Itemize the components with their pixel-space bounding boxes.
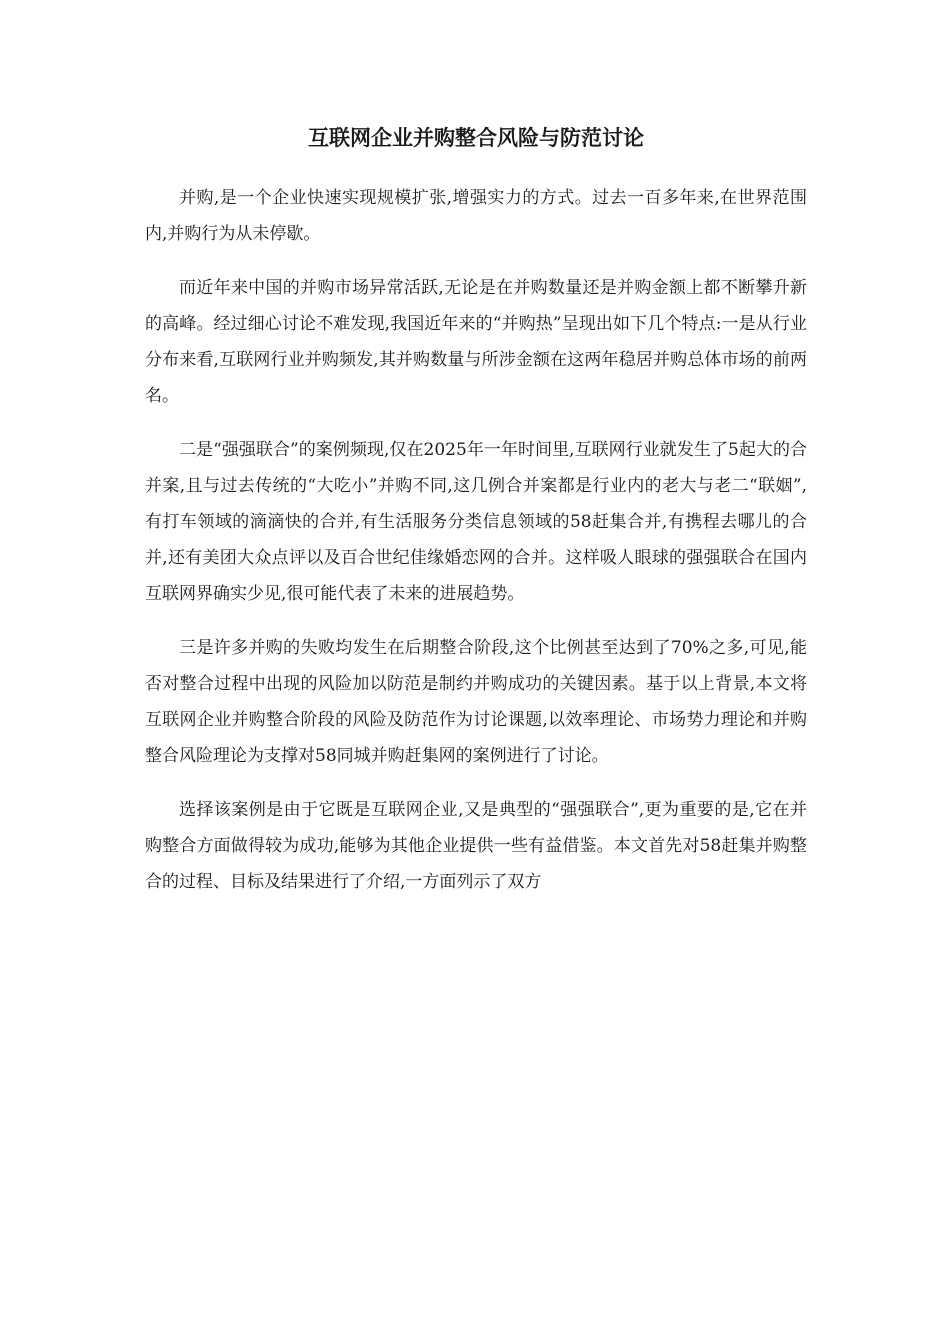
document-page [145, 120, 807, 918]
document-title: 互联网企业并购整合风险与防范讨论 [308, 125, 644, 150]
paragraph-4: 三是许多并购的失败均发生在后期整合阶段,这个比例甚至达到了70%之多,可见,能否对整合过程中出现的风险加以防范是制约并购成功的关键因素。基于以上背景,本文将互联网企业并购整合阶段的风险及防范作为讨论课题,以效率理论、市场势力理论和并购整合风险理论为支撑对58同城并购赶集网的案例进行了讨论。 [145, 638, 807, 766]
paragraph-1: 并购,是一个企业快速实现规模扩张,增强实力的方式。过去一百多年来,在世界范围内,并购行为从未停歇。 [145, 188, 807, 244]
paragraph-3: 二是“强强联合”的案例频现,仅在2025年一年时间里,互联网行业就发生了5起大的合并案,且与过去传统的“大吃小”并购不同,这几例合并案都是行业内的老大与老二“联姻”,有打车领域的滴滴快的合并,有生活服务分类信息领域的58赶集合并,有携程去哪儿的合并,还有美团大众点评以及百合世纪佳缘婚恋网的合并。这样吸人眼球的强强联合在国内互联网界确实少见,很可能代表了未来的进展趋势。 [145, 440, 807, 604]
paragraph-2: 而近年来中国的并购市场异常活跃,无论是在并购数量还是并购金额上都不断攀升新的高峰。经过细心讨论不难发现,我国近年来的“并购热”呈现出如下几个特点:一是从行业分布来看,互联网行业并购频发,其并购数量与所涉金额在这两年稳居并购总体市场的前两名。 [145, 278, 807, 406]
paragraph-5: 选择该案例是由于它既是互联网企业,又是典型的“强强联合”,更为重要的是,它在并购整合方面做得较为成功,能够为其他企业提供一些有益借鉴。本文首先对58赶集并购整合的过程、目标及结果进行了介绍,一方面列示了双方 [145, 800, 807, 892]
